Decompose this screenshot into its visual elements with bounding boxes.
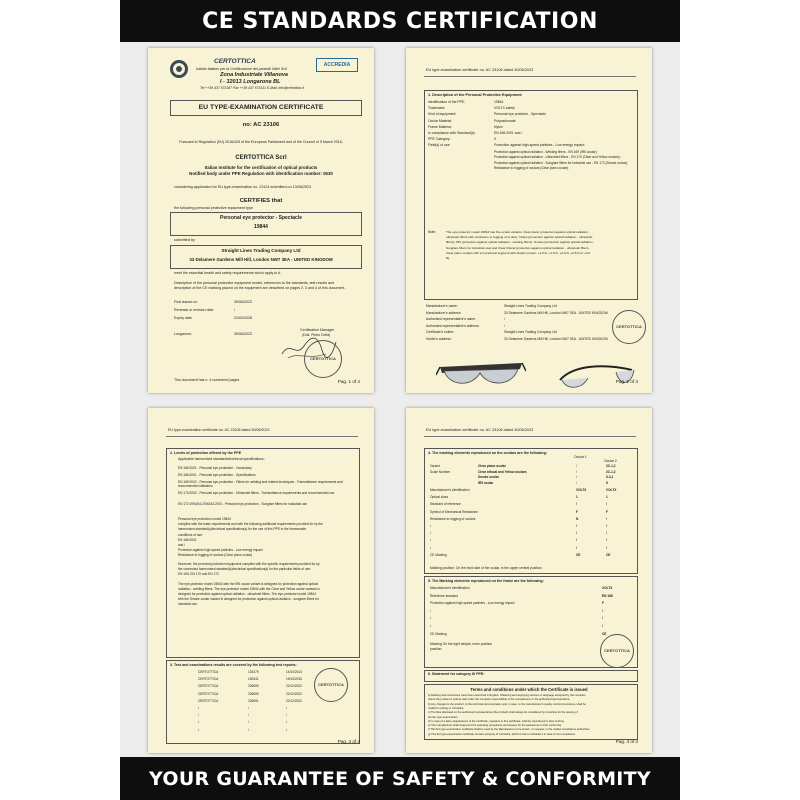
org-subtitle: Istituto Italiano per la Certificazione dei prodotti Ottici Scrl xyxy=(196,67,288,71)
product-name: Personal eye protector - Spectacle xyxy=(220,215,302,221)
manufacturer-label: Manufacturer's address: xyxy=(426,310,462,315)
compliance-line: complies with the basic requirements and with the following additional requirements provided for by the xyxy=(178,522,323,527)
body-line-1: Italian Institute for the certification of optical products xyxy=(204,165,318,170)
applicable-label: Applicable harmonised standards/technical specifications: xyxy=(178,457,265,461)
frame-mark-value: / xyxy=(602,616,603,621)
ocular-2-mark: / xyxy=(606,524,607,528)
compliance-line: Protection against high-speed particles - Low energy impact xyxy=(178,548,263,553)
mark-label: Symbol of Mechanical Resistance xyxy=(430,509,478,514)
mark-label: Manufacturer's identification xyxy=(430,488,470,492)
ocular-2-header: Ocular 2 xyxy=(604,459,617,463)
ocular-2-mark: F xyxy=(606,509,608,514)
detail-value: Polycarbonate xyxy=(494,118,516,123)
test-lab: / xyxy=(198,727,199,732)
manufacturer-value: Straight Lines Trading Company Ltd xyxy=(504,304,557,308)
ocular-1-mark: / xyxy=(576,545,577,550)
place-date: 30/06/2023 xyxy=(234,332,252,336)
stamp-text: CERTOTTICA xyxy=(318,682,344,688)
test-report-date: 19/10/2015 xyxy=(286,677,302,682)
detail-value: Personal eye protector - Spectacle xyxy=(494,112,547,117)
variant-name: IR5 ocular xyxy=(478,480,494,485)
compliance-line: and / xyxy=(178,543,186,547)
detail-value: EN 166:2001 and / xyxy=(494,131,523,135)
test-report-date: / xyxy=(286,706,287,710)
mark-label: Standard of reference xyxy=(430,502,461,507)
moreover-line: radiation - welding filters. The eye-protector model 19844 with the Clear and Yellow ocular variants is xyxy=(178,586,320,591)
standard-item: EN 172:1994/A1:2000/A2:2001 - Personal eye-protection - Sunglare filters for industrial use xyxy=(178,502,307,506)
company-name: Straight Lines Trading Company Ltd xyxy=(221,248,301,253)
term-line: the EU type-examination. xyxy=(428,715,459,719)
contact-line: Tel ++39 437 573187 Fax ++39 437 573131 E-Mail: info@certottica.it xyxy=(200,86,304,90)
accredia-logo xyxy=(316,58,358,72)
term-line: where the product is sold as well under the complete responsibility of the manufacturer or his authorised representative. xyxy=(428,698,571,702)
ocular-1-mark: / xyxy=(576,531,577,536)
variant-name: Clear plano ocular xyxy=(478,464,506,468)
field-of-use: Protection against optical radiation - Sunglare filters for industrial use - EN 172 (Smoke ocular); xyxy=(494,160,628,165)
ocular-1-mark: CE xyxy=(576,552,581,557)
test-lab: / xyxy=(198,713,199,718)
address-line-1: Zona Industriale Villanova xyxy=(220,72,288,78)
test-report-date: 14/10/2013 xyxy=(286,670,302,674)
frame-mark-label: CE Marking xyxy=(430,631,447,636)
ocular-2-mark: / xyxy=(606,545,607,550)
standard-item: EN 170:2002 - Personal eye-protection - Ultraviolet filters - Transmittance requirements and recommended use xyxy=(178,491,335,495)
page-header: EU type-examination certificate no. AC 23106 dated 30/06/2023 xyxy=(426,428,534,432)
ocular-1-mark: N xyxy=(576,516,579,521)
page-header: EU type-examination certificate no. AC 23106 dated 30/06/2023 xyxy=(426,68,534,72)
moreover-line: Moreover, the personal protection equipment complies with the specific requirements provided for by xyxy=(178,561,320,566)
detail-label: Identification of the PPE: xyxy=(428,100,466,104)
ocular-2-mark: VOLTX xyxy=(606,488,617,492)
frame-position-line-1: Marking On the right temple, inner position xyxy=(430,642,493,646)
frame-mark-label: / xyxy=(430,608,431,613)
ocular-1-value: / xyxy=(576,475,577,480)
ocular-2-value: 5 xyxy=(606,480,608,485)
term-line: f) This EU type-examination certificate shall be used by the Manufacturer to be shown, on request, to the market surveillance authorities. xyxy=(428,728,591,732)
top-banner xyxy=(120,0,680,42)
mark-label: Resistance to fogging of oculars xyxy=(430,516,476,521)
stamp-text: CERTOTTICA xyxy=(616,324,642,330)
manufacturer-label: Certificate's holder: xyxy=(426,330,455,335)
renewal-label: Renewal or revision date xyxy=(174,308,214,312)
test-report-date: / xyxy=(286,727,287,732)
page-header: EU type-examination certificate no. AC 23106 dated 30/06/2023 xyxy=(168,428,270,432)
section-title: 4. The marking elements reproduced on the oculars are the following: xyxy=(428,451,548,455)
ocular-1-value: / xyxy=(576,464,577,468)
test-report-number: 226690 xyxy=(248,684,259,689)
term-line: g) This EU type-examination certificate remains property of Certottica, which is free to withdraw it in case of non-compliance. xyxy=(428,732,576,736)
submitted-by-label: submitted by xyxy=(174,238,195,242)
frame-mark-label: / xyxy=(430,616,431,621)
note-line: The eye-protector model 19844 has five ocular variants: Clear plano (protection against optical radiation - xyxy=(446,230,590,234)
manufacturer-value: 33 Delamere Gardens Mill Hill, London NW7 3EA - UNITED KINGDOM xyxy=(504,310,608,315)
certificate-title: EU TYPE-EXAMINATION CERTIFICATE xyxy=(198,104,324,111)
frame-mark-value: CE xyxy=(602,631,607,636)
page-number: Pag. 2 of 4 xyxy=(615,378,638,384)
certificate-page-4 xyxy=(406,408,652,753)
test-report-date: / xyxy=(286,713,287,718)
compliance-line: conditions of use: xyxy=(178,532,203,537)
frame-mark-value: F xyxy=(602,601,604,606)
certottica-logo-icon xyxy=(170,60,188,78)
header-rule xyxy=(166,436,358,437)
test-report-number: / xyxy=(248,706,249,710)
meets-text: meet the essential health and safety requirements which apply to it. xyxy=(174,271,282,275)
mark-label: / xyxy=(430,545,431,550)
first-issued-value: 30/06/2023 xyxy=(234,300,252,304)
manufacturer-label: Manufacturer's name: xyxy=(426,304,458,308)
ocular-1-header: Ocular 1 xyxy=(574,455,587,459)
manufacturer-label: Authorised representative's address: xyxy=(426,323,480,328)
moreover-line: designed for protection against optical radiation - ultraviolet filters. The eye-protector model 19844 xyxy=(178,591,316,596)
header-rule xyxy=(424,436,636,437)
ocular-1-value: / xyxy=(576,480,577,485)
certificate-page-3 xyxy=(148,408,374,753)
term-line: b) Any changes to the product, to the technical documentation and, in case, to the manufacturer's quality control procedures, shall be xyxy=(428,702,586,706)
ocular-2-value: 5-3,1 xyxy=(606,475,614,480)
test-lab: CERTOTTICA xyxy=(198,670,219,674)
stamp-text: CERTOTTICA xyxy=(604,648,630,654)
test-report-date: 22/12/2022 xyxy=(286,684,302,689)
test-report-number: / xyxy=(248,713,249,718)
detail-value: Nylon xyxy=(494,124,503,129)
frame-section-title: 5. The Marking elements reproduced on the frame are the following: xyxy=(428,579,544,583)
certifies-label: CERTIFIES that xyxy=(239,198,283,204)
detail-label: PPE Category: xyxy=(428,137,451,142)
test-lab: / xyxy=(198,706,199,710)
moreover-line: with the Smoke ocular variant is designed for protection against optical radiation - sunglare filters for xyxy=(178,596,319,601)
terms-title: Terms and conditions under which the Certificate is issued xyxy=(470,687,588,692)
test-report-date: 22/12/2022 xyxy=(286,691,302,696)
note-label: Note: xyxy=(428,230,437,234)
following-text: the following personal protective equipment type xyxy=(174,206,253,210)
detail-value: 19844 xyxy=(494,100,504,104)
ocular-1-value: / xyxy=(576,469,577,474)
page-number: Pag. 1 of 4 xyxy=(337,378,360,384)
manager-title: Certification Manager xyxy=(300,328,335,332)
frame-mark-value: VOLTX xyxy=(602,586,613,590)
tests-title: 3. Test and examinations results are covered by the following test reports: xyxy=(170,663,297,667)
standard-item: EN 166:2001 - Personal eye-protection - Vocabulary xyxy=(178,466,252,470)
top-banner-text: CE STANDARDS CERTIFICATION xyxy=(202,8,598,34)
frame-mark-value: EN 166 xyxy=(602,593,613,598)
detail-value: Protection against high-speed particles - Low energy impact; xyxy=(494,143,585,148)
manager-name: (Dott. Pietro Cetta) xyxy=(302,333,331,337)
ocular-2-mark: / xyxy=(606,531,607,536)
place-label: Longarone, xyxy=(174,332,193,336)
frame-mark-label: Reference standard xyxy=(430,593,458,598)
ocular-1-mark: 1 xyxy=(576,495,578,500)
variant-name: Smoke ocular xyxy=(478,475,499,480)
moreover-line: industrial use. xyxy=(178,601,198,606)
bottom-banner-text: YOUR GUARANTEE OF SAFETY & CONFORMITY xyxy=(149,767,651,790)
frame-mark-value: / xyxy=(602,608,603,613)
compliance-line: Resistance to fogging of oculars (Clear plano ocular) xyxy=(178,553,253,558)
expiry-label: Expiry date xyxy=(174,316,192,320)
note-line: D). xyxy=(446,256,451,260)
ocular-2-mark: / xyxy=(606,516,607,521)
detail-label: Frame Material: xyxy=(428,124,452,129)
ocular-1-mark: VOLTX xyxy=(576,488,587,492)
accredia-text: ACCREDIA xyxy=(323,61,351,68)
note-line: Sunglare filters for industrial use) and Clear bifocal (protection against optical radiation - ultraviolet filters - xyxy=(446,245,591,250)
body-name: CERTOTTICA Scrl xyxy=(235,155,287,161)
variant-label: Variant xyxy=(430,464,440,468)
ocular-1-mark: F xyxy=(576,509,578,514)
page-number: Pag. 4 of 4 xyxy=(615,738,638,744)
field-of-use: Resistance to fogging of oculars (Clear plano ocular). xyxy=(494,166,570,171)
compliance-line: harmonised standard(s)/technical specification(s) for the use of this PPE in the foreseeable xyxy=(178,527,307,532)
org-name: CERTOTTICA xyxy=(214,58,256,65)
address-line-2: I - 32013 Longarone BL xyxy=(220,79,281,85)
expiry-value: 21/02/2028 xyxy=(234,316,252,320)
pages-note: This document has n. 4 numbered pages xyxy=(174,378,240,382)
test-lab: CERTOTTICA xyxy=(198,698,219,703)
test-report-number: / xyxy=(248,720,249,725)
test-report-number: 226691 xyxy=(248,698,259,703)
test-report-number: 150541 xyxy=(248,677,259,682)
compliance-line: Personal eye protection model 19844 xyxy=(178,517,231,521)
detail-label: In compliance with Standard(s): xyxy=(428,131,476,135)
note-line: Clear plano oculars with a monofocal segment with dioptric power: +1.0 D, +1.5 D, +2.0 D, +2.5 D or +3.0 xyxy=(446,250,591,255)
moreover-line: The eye-protector model 19844 with the IR5 ocular variant is designed for protection against optical xyxy=(178,581,318,586)
pursuant-text: Pursuant to Regulation (EU) 2016/425 of the European Parliament and of the Council of 9 March 2016, xyxy=(179,140,343,144)
ocular-2-mark: 1 xyxy=(606,495,608,500)
ocular-2-mark: CE xyxy=(606,552,611,557)
section-title: 1. Description of the Personal Protective Equipment xyxy=(428,93,522,97)
frame-mark-label: / xyxy=(430,624,431,628)
variant-label: Scale Number xyxy=(430,469,451,474)
term-line: c) The files disclosed on the authorised representative (the product) shall always be considered by Certottica for the issuing of xyxy=(428,711,578,715)
certificate-number: no: AC 23106 xyxy=(242,122,280,128)
product-model: 19844 xyxy=(254,224,268,230)
detail-label: Field(s) of use: xyxy=(428,143,451,148)
section-title: 2. Levels of protection offered by the PPE xyxy=(170,451,242,455)
test-lab: CERTOTTICA xyxy=(198,677,219,682)
body-line-2: Notified body under PPE Regulation with identification number: 0530 xyxy=(189,171,333,176)
ocular-1-mark: / xyxy=(576,502,577,507)
frame-mark-label: Manufacturer's identification xyxy=(430,586,470,590)
test-lab: / xyxy=(198,720,199,725)
description-line-2: description of the CE marking placed on the equipment are described on pages 2, 3 and 4 of this document. xyxy=(174,286,346,290)
detail-value: II xyxy=(494,137,496,142)
application-line: considering application for EU type-examination no. 23124 submitted on 13/06/2023 xyxy=(174,185,312,189)
variant-name: Clear bifocal and Yellow oculars xyxy=(478,469,527,474)
header-rule xyxy=(424,76,636,77)
ocular-1-mark: / xyxy=(576,538,577,543)
bottom-banner xyxy=(120,757,680,800)
frame-mark-label: Protection against high-speed particles - Low energy impact xyxy=(430,601,515,606)
manufacturer-value: / xyxy=(504,323,505,328)
certificate-page-2 xyxy=(406,48,652,393)
test-report-number: 226690 xyxy=(248,691,259,696)
term-line: e) The manufacturer shall implement the operating procedures as foreseen for the assessment of the conformity. xyxy=(428,724,562,728)
test-report-date: 22/12/2022 xyxy=(286,698,302,703)
ocular-2-value: 2C-1,2 xyxy=(606,464,616,468)
standard-item: EN 166:2001 - Personal eye-protection - Specifications xyxy=(178,473,256,477)
safety-glasses-front-icon xyxy=(436,353,526,393)
compliance-line: EN 166:2001 xyxy=(178,537,197,542)
test-report-date: / xyxy=(286,720,287,725)
detail-value: VOLTX safety xyxy=(494,106,515,111)
certottica-stamp xyxy=(304,340,342,378)
mark-label: / xyxy=(430,531,431,536)
certottica-stamp xyxy=(600,631,634,668)
mark-label: CE Marking xyxy=(430,552,447,557)
test-lab: CERTOTTICA xyxy=(198,684,219,689)
ocular-1-mark: / xyxy=(576,524,577,528)
term-line: d) In case of a false acquaintance of the certificate, suppliers to this certificate, shall be reproduced in their entirety. xyxy=(428,719,565,723)
frame-mark-value: / xyxy=(602,624,603,628)
detail-label: Trademark: xyxy=(428,106,446,111)
field-of-use: Protection against optical radiation - Welding filters - EN 169 (IR5 ocular); xyxy=(494,149,598,154)
note-line: ultraviolet filters with resistance to fogging of ocular), Yellow (protection against optical radiation - ultraviolet xyxy=(446,235,593,240)
test-report-number: 133479 xyxy=(248,670,259,674)
manufacturer-value: / xyxy=(504,317,505,322)
safety-glasses-side-icon xyxy=(556,358,636,392)
manufacturer-value: 33 Delamere Gardens Mill Hill, London NW7 3EA - UNITED KINGDOM xyxy=(504,337,608,341)
mark-label: / xyxy=(430,524,431,528)
ocular-2-value: 2C-1,2 xyxy=(606,469,616,474)
certottica-stamp xyxy=(612,310,646,344)
statement-label: 6. Statement for category III PPE: xyxy=(428,672,485,676)
page-number: Pag. 3 of 4 xyxy=(337,738,360,744)
manufacturer-value: Straight Lines Trading Company Ltd xyxy=(504,330,557,335)
standard-item: EN 169:2002 - Personal eye-protection - Filters for welding and related techniques - Transmittance requirements and recommended utilisation xyxy=(178,480,343,489)
note-line: filters), IR5 (protection against optical radiation - welding filters). Smoke (protection against optical radiation - xyxy=(446,240,595,245)
renewal-value: / xyxy=(234,308,235,312)
manufacturer-label: Authorised representative's name: xyxy=(426,317,476,322)
certificate-page-1 xyxy=(148,48,374,393)
frame-position-line-2: position: xyxy=(430,647,443,651)
description-line-1: Description of the personal protective equipment model, references to the standards, test results and xyxy=(174,281,335,285)
mark-label: Optical class xyxy=(430,495,449,500)
ocular-2-mark: / xyxy=(606,502,607,507)
mark-label: / xyxy=(430,538,431,543)
marking-position: Marking position: On the front side of the ocular, in the upper central position. xyxy=(430,566,543,570)
manufacturer-label: Holder's address: xyxy=(426,337,452,341)
moreover-line: EN 169, EN 170 and EN 172 xyxy=(178,571,219,576)
moreover-line: the connected harmonised standard(s)/technical specification(s) for the particular fields of use: xyxy=(178,566,311,571)
detail-label: Ocular Material: xyxy=(428,118,452,123)
field-of-use: Protection against optical radiation - Ultraviolet filters - EN 170 (Clear and Yellow oculars); xyxy=(494,155,621,160)
stamp-text: CERTOTTICA xyxy=(310,356,336,362)
test-lab: CERTOTTICA xyxy=(198,691,219,696)
test-report-number: / xyxy=(248,727,249,732)
description-box xyxy=(424,90,638,300)
term-line: notified in writing to Certottica. xyxy=(428,706,464,710)
certottica-stamp xyxy=(314,668,348,702)
detail-label: Kind of equipment: xyxy=(428,112,457,117)
ocular-2-mark: / xyxy=(606,538,607,543)
company-address: 33 Delamere Gardens Mill Hill, London NW7 3EA - UNITED KINGDOM xyxy=(189,257,333,262)
first-issued-label: First issued on xyxy=(174,300,198,304)
term-line: a) Marking and instructions have been examined in English. Obtaining and supplying versions in language accepted by the countries xyxy=(428,694,586,697)
